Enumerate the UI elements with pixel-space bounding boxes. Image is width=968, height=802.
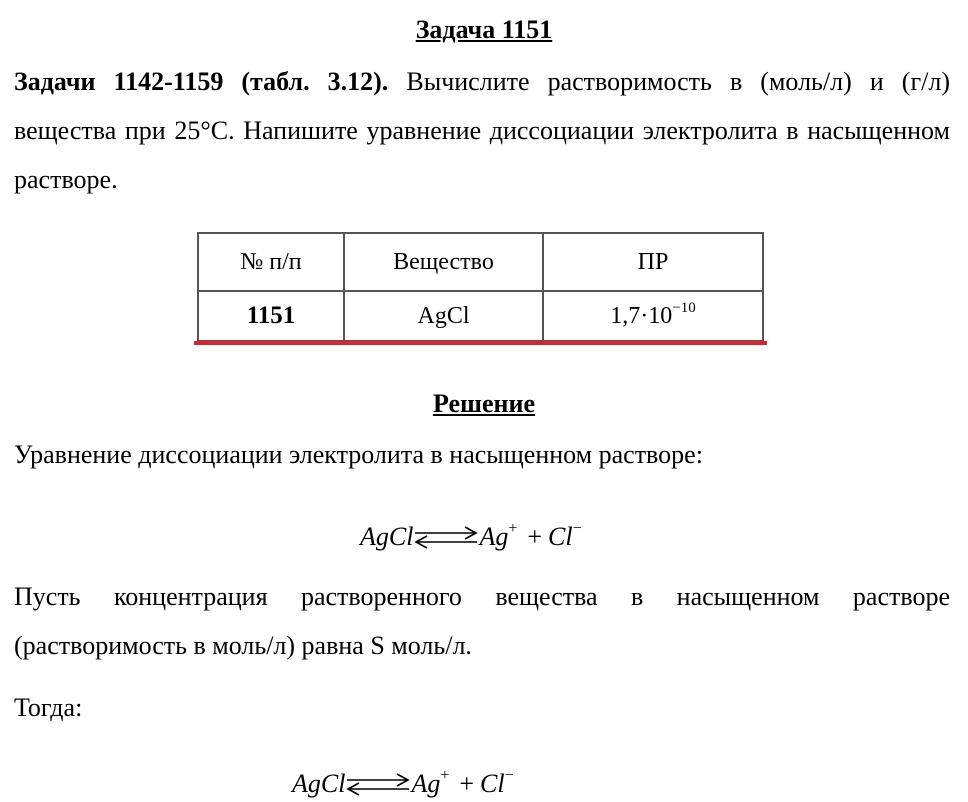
equilibrium-arrows-icon <box>413 523 479 551</box>
eq-anion: Cl <box>548 522 573 551</box>
page-title: Задача 1151 <box>415 15 553 44</box>
cell-number: 1151 <box>198 291 344 341</box>
solution-title: Решение <box>432 389 536 418</box>
eq-reactant: AgCl <box>360 522 414 551</box>
header-substance: Вещество <box>344 233 543 291</box>
eq2-anion-charge: − <box>504 767 514 784</box>
dissociation-intro: Уравнение диссоциации электролита в насыщенном растворе: <box>14 440 703 469</box>
eq2-plus: + <box>459 769 475 798</box>
eq2-cation: Ag <box>411 769 441 798</box>
eq2-reactant: AgCl <box>292 769 346 798</box>
header-kps: ПР <box>543 233 763 291</box>
eq-cation: Ag <box>479 522 509 551</box>
dissociation-equation-repeat <box>292 758 514 802</box>
dissociation-equation <box>360 511 582 555</box>
task-bold-prefix: Задачи 1142-1159 (табл. 3.12). <box>14 67 389 96</box>
eq-cation-charge: + <box>508 520 518 537</box>
table-row <box>198 291 763 341</box>
eq-plus: + <box>527 522 543 551</box>
kps-mantissa: 1,7·10 <box>610 302 673 329</box>
concentration-paragraph: Пусть концентрация растворенного вещества в насыщенном растворе (растворимость в моль/л) равна S моль/л. <box>14 582 950 660</box>
cell-kps <box>543 291 763 341</box>
then-label: Тогда: <box>14 693 83 722</box>
eq-anion-charge: − <box>572 520 582 537</box>
kps-exponent: −10 <box>672 299 696 316</box>
eq2-anion: Cl <box>480 769 505 798</box>
table-header-row <box>198 233 763 291</box>
equilibrium-arrows-icon <box>345 770 411 798</box>
header-number: № п/п <box>198 233 344 291</box>
cell-substance: AgCl <box>344 291 543 341</box>
table-red-underline <box>194 341 767 345</box>
eq2-cation-charge: + <box>440 767 450 784</box>
task-statement <box>14 57 950 204</box>
data-table <box>197 232 764 342</box>
task-text: Вычислите растворимость в (моль/л) и (г/л) вещества при 25°С. Напишите уравнение диссоциации электролита в насыщенном растворе. <box>14 67 950 194</box>
